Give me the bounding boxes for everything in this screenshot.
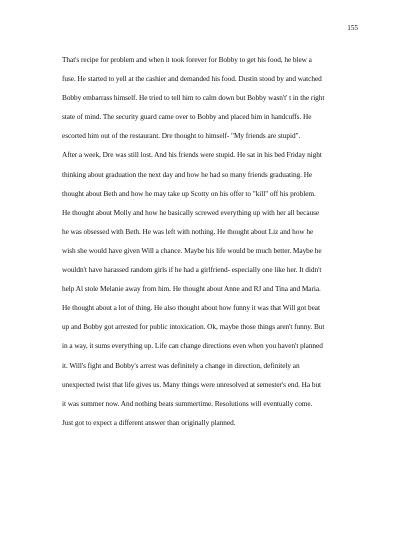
text-line: escorted him out of the restaurant. Dre thought to himself- "My friends are stupid". [62, 131, 301, 141]
text-line: wish she would have given Will a chance. Maybe his life would be much better. Maybe he [62, 245, 322, 255]
text-line: it. Will's fight and Bobby's arrest was definitely a change in direction, definitely an [62, 360, 300, 370]
text-line: He thought about Molly and how he basically screwed everything up with her all because [62, 207, 320, 217]
text-line: he was obsessed with Beth. He was left with nothing. He thought about Liz and how he [62, 226, 314, 236]
text-line: state of mind. The security guard came over to Bobby and placed him in handcuffs. He [62, 112, 312, 122]
text-line: thinking about graduation the next day and how he had so many friends graduating. He [62, 169, 313, 179]
text-line: Bobby embarrass himself. He tried to tell him to calm down but Bobby wasn't' t in the right [62, 93, 325, 103]
body-paragraph [62, 50, 362, 432]
text-line: fuse. He started to yell at the cashier and demanded his food. Dustin stood by and watched [62, 74, 322, 84]
text-line: help Al stole Melanie away from him. He thought about Anne and RJ and Tina and Maria. [62, 284, 321, 294]
text-line: He thought about a lot of thing. He also thought about how funny it was that Will got beat [62, 303, 320, 313]
text-line: Just got to expect a different answer than originally planned. [62, 417, 236, 427]
text-line: thought about Beth and how he may take up Scotty on his offer to "kill" off his problem. [62, 188, 316, 198]
text-line: in a way, it sums everything up. Life can change directions even when you haven't planned [62, 341, 323, 351]
text-line: wouldn't have harassed random girls if he had a girlfriend- especially one like her. It didn't [62, 265, 322, 275]
page-number: 155 [347, 24, 358, 32]
text-line: That's recipe for problem and when it took forever for Bobby to get his food, he blew a [62, 55, 312, 64]
text-line: up and Bobby got arrested for public intoxication. Ok, maybe those things aren't funny. But [62, 322, 325, 332]
text-line: it was summer now. And nothing beats summertime. Resolutions will eventually come. [62, 398, 313, 408]
text-line: After a week, Dre was still lost. And his friends were stupid. He sat in his bed Friday night [62, 150, 322, 160]
text-line: unexpected twist that life gives us. Many things were unresolved at semester's end. Ha but [62, 379, 322, 389]
